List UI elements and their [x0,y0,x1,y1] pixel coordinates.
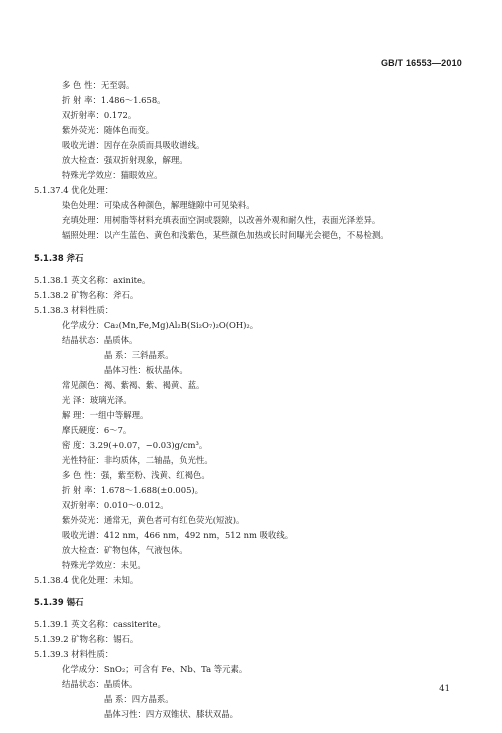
text-line: 双折射率：0.010～0.012。 [62,500,169,510]
text-line: 晶 系：三斜晶系。 [104,350,174,360]
text-line: 化学成分：Ca₂(Mn,Fe,Mg)Al₂B(Si₂O₇)₂O(OH)₂。 [62,320,259,330]
text-line: 特殊光学效应：猫眼效应。 [62,170,163,180]
section-heading: 5.1.39 锡石 [34,597,84,607]
text-line: 结晶状态：晶质体。 [62,335,138,345]
text-line: 光 泽：玻璃光泽。 [62,395,132,405]
text-line: 双折射率：0.172。 [62,110,137,120]
text-line: 吸收光谱：412 nm，466 nm，492 nm，512 nm 吸收线。 [62,530,294,540]
text-line: 充填处理：用树脂等材料充填表面空洞或裂隙，以改善外观和耐久性，表面光泽差异。 [62,215,381,225]
text-line: 5.1.39.2 矿物名称：锡石。 [34,634,139,644]
text-line: 光性特征：非均质体，二轴晶，负光性。 [62,455,213,465]
text-line: 放大检查：强双折射现象，解理。 [62,155,188,165]
text-line: 晶 系：四方晶系。 [104,694,174,704]
standard-header: GB/T 16553—2010 [380,58,462,68]
text-line: 染色处理：可染成各种颜色，解理缝隙中可见染料。 [62,200,255,210]
text-line: 折 射 率：1.678～1.688(±0.005)。 [62,485,204,495]
text-line: 放大检查：矿物包体，气液包体。 [62,545,188,555]
text-line: 多 色 性：无至弱。 [62,80,135,90]
text-line: 紫外荧光：随体色而变。 [62,125,155,135]
page-number: 41 [439,684,450,694]
text-line: 折 射 率：1.486～1.658。 [62,95,166,105]
section-heading: 5.1.38 斧石 [34,253,84,263]
text-line: 5.1.39.3 材料性质： [34,649,114,659]
text-line: 晶体习性：板状晶体。 [104,365,188,375]
text-line: 5.1.38.2 矿物名称：斧石。 [34,290,139,300]
text-line: 吸收光谱：因存在杂质而具吸收谱线。 [62,140,205,150]
text-line: 解 理：一组中等解理。 [62,410,149,420]
text-line: 5.1.39.1 英文名称：cassiterite。 [34,619,166,629]
text-line: 5.1.38.1 英文名称：axinite。 [34,275,151,285]
text-line: 特殊光学效应：未见。 [62,560,146,570]
text-line: 结晶状态：晶质体。 [62,679,138,689]
text-line: 紫外荧光：通常无，黄色者可有红色荧光(短波)。 [62,515,245,525]
text-line: 摩氏硬度：6～7。 [62,425,132,435]
text-line: 化学成分：SnO₂；可含有 Fe、Nb、Ta 等元素。 [62,664,248,674]
text-line: 常见颜色：褐、紫褐、紫、褐黄、蓝。 [62,380,205,390]
text-line: 5.1.37.4 优化处理： [34,185,114,195]
text-line: 密 度：3.29(+0.07，−0.03)g/cm³。 [62,440,208,450]
text-line: 晶体习性：四方双锥状、膝状双晶。 [104,709,238,719]
text-line: 5.1.38.3 材料性质： [34,305,114,315]
text-line: 辐照处理：以产生蓝色、黄色和浅紫色，某些颜色加热或长时间曝光会褪色，不易检测。 [62,230,389,240]
text-line: 5.1.38.4 优化处理：未知。 [34,575,139,585]
text-line: 多 色 性：强，紫至粉、浅黄、红褐色。 [62,470,210,480]
